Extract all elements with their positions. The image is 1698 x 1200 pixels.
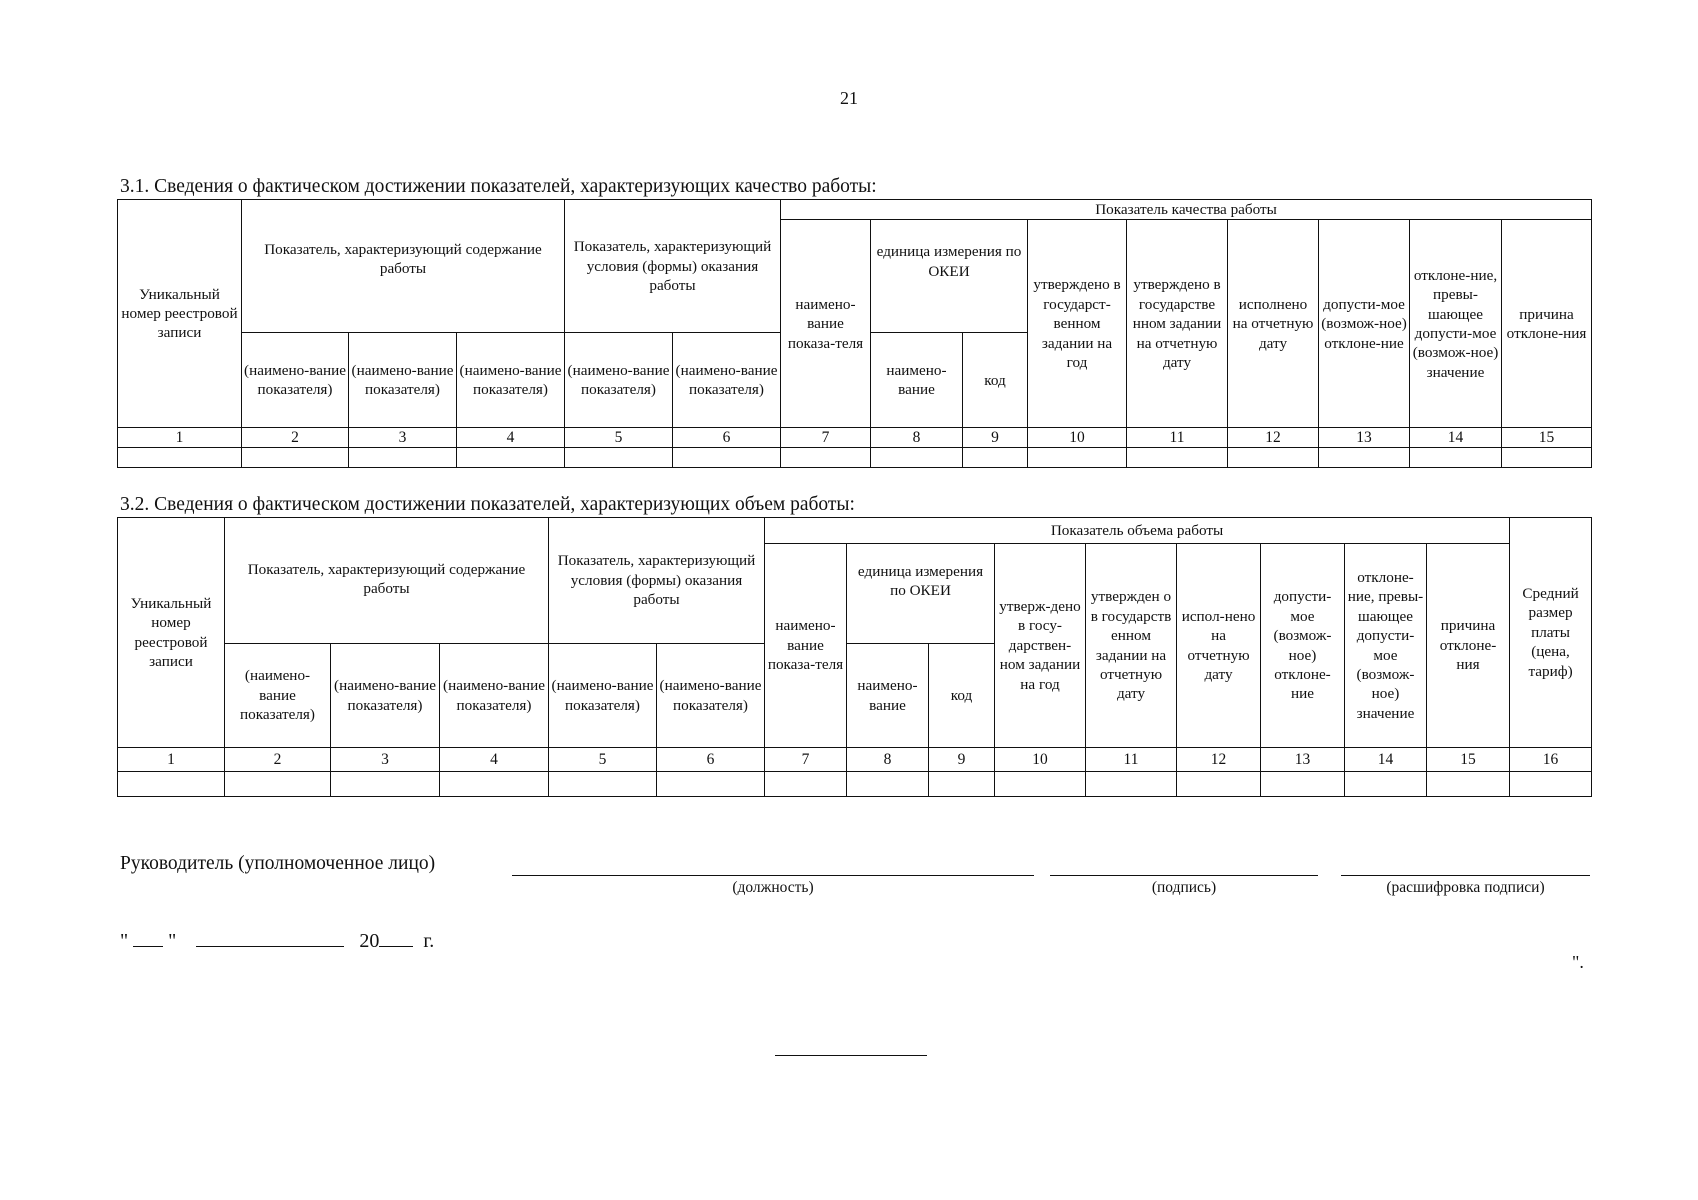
header-sub-indicator-5: (наимено-вание показателя)	[549, 644, 657, 748]
column-number: 1	[118, 428, 242, 448]
column-number: 10	[1028, 428, 1127, 448]
signature-line[interactable]	[1050, 875, 1318, 876]
table-cell[interactable]	[1086, 772, 1177, 797]
header-approved-report-date: утвержден о в государств енном задании на отчетную дату	[1086, 544, 1177, 748]
column-number: 5	[549, 748, 657, 772]
header-sub-indicator-3: (наимено-вание показателя)	[349, 333, 457, 428]
column-number: 5	[565, 428, 673, 448]
header-unique-record: Уникальный номер реестровой записи	[118, 200, 242, 428]
table-cell[interactable]	[765, 772, 847, 797]
signature-label: Руководитель (уполномоченное лицо)	[120, 853, 436, 874]
table-cell[interactable]	[781, 448, 871, 468]
column-number: 4	[440, 748, 549, 772]
column-number: 15	[1502, 428, 1592, 448]
table-cell[interactable]	[1177, 772, 1261, 797]
table-cell[interactable]	[995, 772, 1086, 797]
column-number: 11	[1127, 428, 1228, 448]
table-cell[interactable]	[847, 772, 929, 797]
header-content-indicator: Показатель, характеризующий содержание работы	[225, 518, 549, 644]
column-number: 16	[1510, 748, 1592, 772]
header-volume-indicator: Показатель объема работы	[765, 518, 1510, 544]
table-cell[interactable]	[565, 448, 673, 468]
table-cell[interactable]	[1427, 772, 1510, 797]
table-cell[interactable]	[871, 448, 963, 468]
column-number: 2	[225, 748, 331, 772]
header-allowed-deviation: допусти-мое (возмож-ное) отклоне-ние	[1261, 544, 1345, 748]
column-number: 8	[847, 748, 929, 772]
position-caption: (должность)	[732, 879, 814, 896]
header-conditions-indicator: Показатель, характеризующий условия (формы) оказания работы	[549, 518, 765, 644]
month-blank[interactable]	[196, 930, 344, 947]
table-cell[interactable]	[1261, 772, 1345, 797]
date-line	[120, 930, 434, 953]
header-indicator-name: наимено-вание показа-теля	[765, 544, 847, 748]
column-number: 6	[657, 748, 765, 772]
header-sub-indicator-6: (наимено-вание показателя)	[657, 644, 765, 748]
table-cell[interactable]	[673, 448, 781, 468]
header-unique-record: Уникальный номер реестровой записи	[118, 518, 225, 748]
column-number: 11	[1086, 748, 1177, 772]
header-conditions-indicator: Показатель, характеризующий условия (формы) оказания работы	[565, 200, 781, 333]
header-sub-indicator-5: (наимено-вание показателя)	[565, 333, 673, 428]
column-number: 3	[331, 748, 440, 772]
table-cell[interactable]	[1228, 448, 1319, 468]
table-cell[interactable]	[1028, 448, 1127, 468]
table-cell[interactable]	[349, 448, 457, 468]
header-deviation-reason: причина отклоне-ния	[1427, 544, 1510, 748]
table-row	[118, 448, 1592, 468]
table-cell[interactable]	[549, 772, 657, 797]
table-cell[interactable]	[657, 772, 765, 797]
header-okei-name: наимено-вание	[847, 644, 929, 748]
table-cell[interactable]	[1345, 772, 1427, 797]
header-sub-indicator-2: (наимено-вание показателя)	[242, 333, 349, 428]
section-31-title: 3.1. Сведения о фактическом достижении показателей, характеризующих качество работы:	[120, 176, 877, 197]
position-line[interactable]	[512, 875, 1034, 876]
header-okei-unit: единица измерения по ОКЕИ	[847, 544, 995, 644]
header-sub-indicator-2: (наимено-вание показателя)	[225, 644, 331, 748]
header-okei-code: код	[929, 644, 995, 748]
column-number: 9	[963, 428, 1028, 448]
signature-decoding-caption: (расшифровка подписи)	[1386, 879, 1545, 896]
header-content-indicator: Показатель, характеризующий содержание работы	[242, 200, 565, 333]
table-cell[interactable]	[1127, 448, 1228, 468]
column-number: 7	[781, 428, 871, 448]
table-cell[interactable]	[1410, 448, 1502, 468]
year-prefix: 20	[359, 930, 380, 952]
column-number: 2	[242, 428, 349, 448]
header-exceeding-deviation: отклоне-ние, превы-шающее допусти-мое (возмож-ное) значение	[1410, 220, 1502, 428]
column-number: 13	[1319, 428, 1410, 448]
header-sub-indicator-4: (наимено-вание показателя)	[440, 644, 549, 748]
table-cell[interactable]	[242, 448, 349, 468]
column-numbers-row	[118, 748, 1592, 772]
header-executed-report-date: исполнено на отчетную дату	[1228, 220, 1319, 428]
signature-decoding-line[interactable]	[1341, 875, 1590, 876]
header-okei-code: код	[963, 333, 1028, 428]
column-number: 1	[118, 748, 225, 772]
column-number: 14	[1345, 748, 1427, 772]
table-row	[118, 772, 1592, 797]
column-number: 3	[349, 428, 457, 448]
date-open-quote: "	[120, 930, 129, 952]
table-cell[interactable]	[1502, 448, 1592, 468]
header-deviation-reason: причина отклоне-ния	[1502, 220, 1592, 428]
end-quote: ".	[1572, 952, 1584, 972]
section-32-title: 3.2. Сведения о фактическом достижении показателей, характеризующих объем работы:	[120, 494, 855, 515]
header-okei-name: наимено-вание	[871, 333, 963, 428]
table-cell[interactable]	[225, 772, 331, 797]
header-okei-unit: единица измерения по ОКЕИ	[871, 220, 1028, 333]
column-number: 12	[1177, 748, 1261, 772]
table-cell[interactable]	[118, 448, 242, 468]
column-number: 8	[871, 428, 963, 448]
header-allowed-deviation: допусти-мое (возмож-ное) отклоне-ние	[1319, 220, 1410, 428]
table-cell[interactable]	[331, 772, 440, 797]
column-number: 14	[1410, 428, 1502, 448]
column-number: 9	[929, 748, 995, 772]
table-cell[interactable]	[118, 772, 225, 797]
column-number: 6	[673, 428, 781, 448]
column-number: 4	[457, 428, 565, 448]
column-number: 15	[1427, 748, 1510, 772]
year-blank[interactable]	[379, 930, 413, 947]
header-sub-indicator-6: (наимено-вание показателя)	[673, 333, 781, 428]
date-close-quote: "	[168, 930, 177, 952]
table-cell[interactable]	[1510, 772, 1592, 797]
header-sub-indicator-3: (наимено-вание показателя)	[331, 644, 440, 748]
table-cell[interactable]	[1319, 448, 1410, 468]
table-cell[interactable]	[440, 772, 549, 797]
header-approved-year: утверждено в государст-венном задании на год	[1028, 220, 1127, 428]
table-cell[interactable]	[929, 772, 995, 797]
volume-indicators-table	[117, 517, 1592, 797]
column-number: 12	[1228, 428, 1319, 448]
header-exceeding-deviation: отклоне-ние, превы-шающее допусти-мое (возмож-ное) значение	[1345, 544, 1427, 748]
header-approved-year: утверж-дено в госу-дарствен-ном задании на год	[995, 544, 1086, 748]
column-number: 13	[1261, 748, 1345, 772]
header-sub-indicator-4: (наимено-вание показателя)	[457, 333, 565, 428]
signature-caption: (подпись)	[1151, 879, 1217, 896]
table-cell[interactable]	[457, 448, 565, 468]
header-quality-indicator: Показатель качества работы	[781, 200, 1592, 220]
day-blank[interactable]	[133, 930, 163, 947]
page-number: 21	[840, 88, 858, 108]
header-approved-report-date: утверждено в государстве нном задании на отчетную дату	[1127, 220, 1228, 428]
header-executed-report-date: испол-нено на отчетную дату	[1177, 544, 1261, 748]
column-number: 7	[765, 748, 847, 772]
header-average-fee: Средний размер платы (цена, тариф)	[1510, 518, 1592, 748]
table-cell[interactable]	[963, 448, 1028, 468]
year-suffix: г.	[423, 930, 435, 952]
column-number: 10	[995, 748, 1086, 772]
quality-indicators-table	[117, 199, 1592, 468]
footnote-divider	[775, 1055, 927, 1056]
header-indicator-name: наимено-вание показа-теля	[781, 220, 871, 428]
column-numbers-row	[118, 428, 1592, 448]
